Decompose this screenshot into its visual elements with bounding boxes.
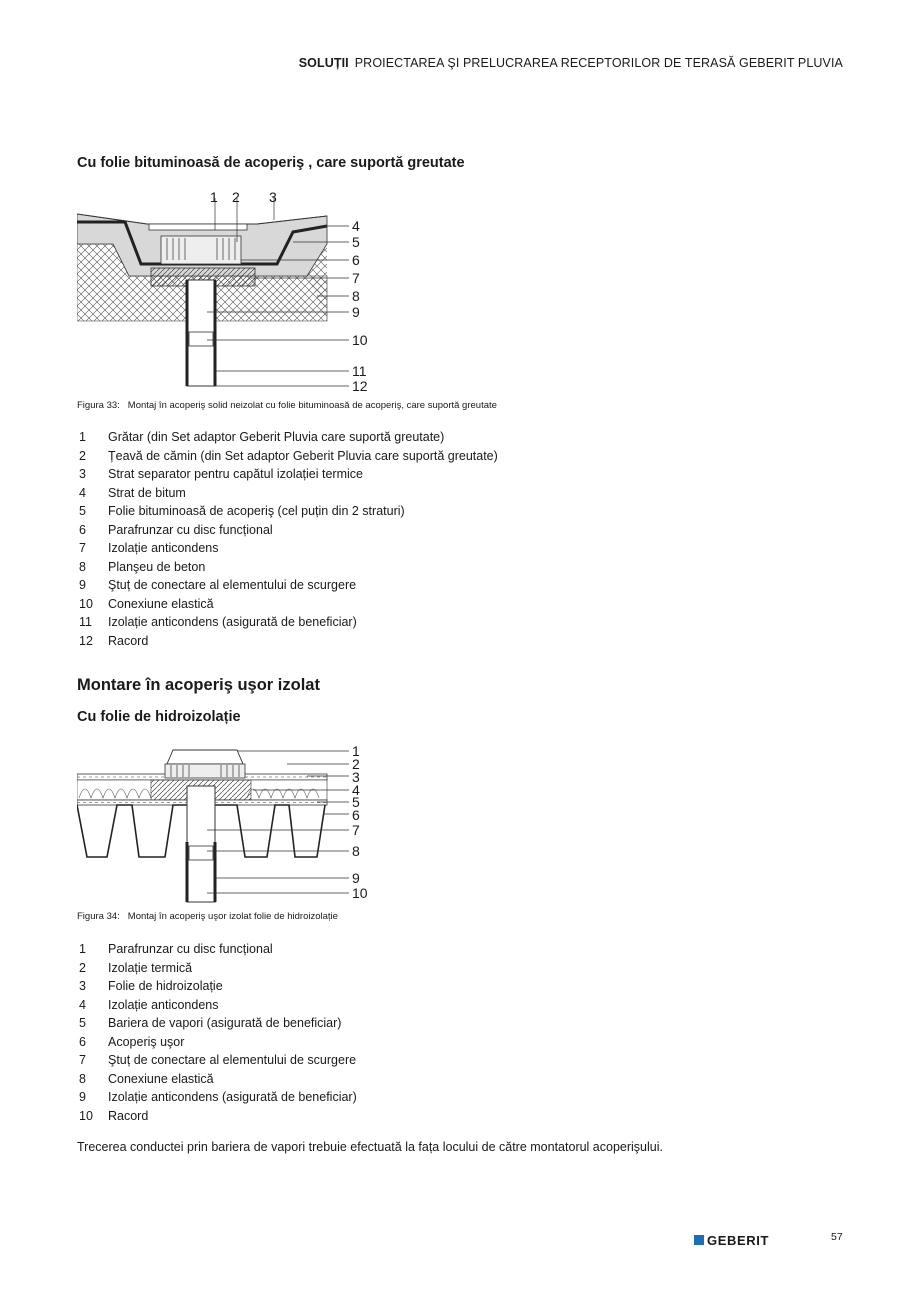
item-text: Bariera de vapori (asigurată de beneficiar) [108, 1016, 342, 1030]
item-text: Conexiune elastică [108, 596, 214, 611]
list-item [77, 523, 677, 542]
fig33-label-11: 11 [352, 363, 367, 379]
list-item [77, 1072, 677, 1091]
list-item [77, 942, 677, 961]
fig33-label-9: 9 [352, 304, 360, 320]
list-item [77, 961, 677, 980]
figure-33-diagram [77, 186, 397, 396]
list-item [77, 1090, 677, 1109]
item-text: Izolație termică [108, 960, 193, 975]
item-text: Parafrunzar cu disc funcțional [108, 942, 273, 956]
fig34-label-8: 8 [352, 843, 360, 859]
item-text: Grătar (din Set adaptor Geberit Pluvia care suportă greutate) [108, 430, 445, 444]
caption-text: Montaj în acoperiş solid neizolat cu folie bituminoasă de acoperiş, care suportă greutate [127, 400, 497, 411]
fig34-label-5: 5 [352, 794, 360, 810]
item-number: 3 [79, 979, 86, 993]
list-item [77, 467, 677, 486]
fig34-label-9: 9 [352, 870, 360, 886]
item-number: 2 [79, 960, 86, 975]
fig34-label-10: 10 [352, 885, 368, 901]
fig33-label-6: 6 [352, 252, 360, 268]
fig33-label-12: 12 [352, 378, 368, 394]
installation-note: Trecerea conductei prin bariera de vapori trebuie efectuată la fața locului de către montatorul acoperişului. [77, 1140, 663, 1154]
item-number: 8 [79, 1071, 86, 1086]
fig33-label-10: 10 [352, 332, 368, 348]
list-item [77, 998, 677, 1017]
list-item [77, 560, 677, 579]
item-text: Strat de bitum [108, 485, 186, 500]
item-number: 7 [79, 1053, 86, 1067]
item-text: Conexiune elastică [108, 1071, 214, 1086]
item-text: Racord [108, 1108, 149, 1123]
item-text: Folie de hidroizolație [108, 979, 223, 993]
item-number: 6 [79, 522, 86, 537]
figure-33-caption [77, 400, 497, 411]
figure-33-legend [77, 430, 677, 652]
fig33-label-8: 8 [352, 288, 360, 304]
item-number: 4 [79, 485, 86, 500]
item-text: Țeavă de cămin (din Set adaptor Geberit Pluvia care suportă greutate) [108, 448, 498, 463]
item-number: 6 [79, 1034, 86, 1049]
item-text: Acoperiş uşor [108, 1034, 185, 1049]
list-item [77, 634, 677, 653]
fig34-label-1: 1 [352, 743, 360, 759]
fig34-label-6: 6 [352, 807, 360, 823]
item-text: Parafrunzar cu disc funcțional [108, 522, 273, 537]
item-number: 1 [79, 942, 86, 956]
item-number: 9 [79, 1090, 86, 1104]
item-text: Planşeu de beton [108, 559, 206, 574]
fig34-label-3: 3 [352, 769, 360, 785]
logo-wordmark: GEBERIT [707, 1232, 769, 1248]
header-title: PROIECTAREA ŞI PRELUCRAREA RECEPTORILOR DE TERASĂ GEBERIT PLUVIA [354, 56, 843, 70]
item-text: Ştuț de conectare al elementului de scurgere [108, 1053, 357, 1067]
figure-34-diagram [77, 742, 397, 904]
page-number: 57 [831, 1231, 843, 1243]
fig33-label-2: 2 [232, 189, 240, 205]
fig34-label-7: 7 [352, 822, 360, 838]
item-number: 12 [79, 633, 93, 648]
item-number: 10 [79, 596, 93, 611]
list-item [77, 486, 677, 505]
section2-heading: Montare în acoperiş uşor izolat [77, 676, 320, 694]
item-number: 5 [79, 504, 86, 518]
item-text: Izolație anticondens [108, 541, 219, 555]
figure-34-caption [77, 911, 338, 922]
item-number: 1 [79, 430, 86, 444]
item-text: Ştuț de conectare al elementului de scurgere [108, 578, 357, 592]
fig33-label-4: 4 [352, 218, 360, 234]
item-text: Strat separator pentru capătul izolației termice [108, 467, 363, 481]
fig34-label-4: 4 [352, 782, 360, 798]
item-number: 10 [79, 1108, 93, 1123]
fig33-label-1: 1 [210, 189, 218, 205]
caption-text: Montaj în acoperiş uşor izolat folie de hidroizolație [127, 911, 338, 922]
item-number: 3 [79, 467, 86, 481]
list-item [77, 1035, 677, 1054]
fig33-label-5: 5 [352, 234, 360, 250]
item-text: Izolație anticondens (asigurată de beneficiar) [108, 1090, 357, 1104]
list-item [77, 541, 677, 560]
item-number: 2 [79, 448, 86, 463]
list-item [77, 578, 677, 597]
section2-subheading: Cu folie de hidroizolație [77, 709, 241, 725]
item-text: Izolație anticondens (asigurată de beneficiar) [108, 615, 357, 629]
header-section: SOLUȚII [298, 56, 349, 70]
fig34-label-2: 2 [352, 756, 360, 772]
list-item [77, 615, 677, 634]
list-item [77, 597, 677, 616]
item-number: 8 [79, 559, 86, 574]
caption-number: Figura 34: [77, 911, 120, 922]
item-number: 7 [79, 541, 86, 555]
item-text: Folie bituminoasă de acoperiş (cel puțin din 2 straturi) [108, 504, 405, 518]
figure-34-legend [77, 942, 677, 1127]
list-item [77, 430, 677, 449]
list-item [77, 979, 677, 998]
item-number: 9 [79, 578, 86, 592]
item-text: Izolație anticondens [108, 997, 219, 1012]
section1-heading: Cu folie bituminoasă de acoperiş , care suportă greutate [77, 155, 465, 171]
fig33-label-3: 3 [269, 189, 277, 205]
item-number: 4 [79, 997, 86, 1012]
list-item [77, 1053, 677, 1072]
list-item [77, 1016, 677, 1035]
list-item [77, 449, 677, 468]
caption-number: Figura 33: [77, 400, 120, 411]
list-item [77, 504, 677, 523]
item-number: 5 [79, 1016, 86, 1030]
geberit-logo [694, 1232, 769, 1248]
item-text: Racord [108, 633, 149, 648]
list-item [77, 1109, 677, 1128]
item-number: 11 [79, 615, 92, 629]
fig33-label-7: 7 [352, 270, 360, 286]
running-header [299, 56, 843, 70]
logo-square-icon [694, 1235, 704, 1245]
